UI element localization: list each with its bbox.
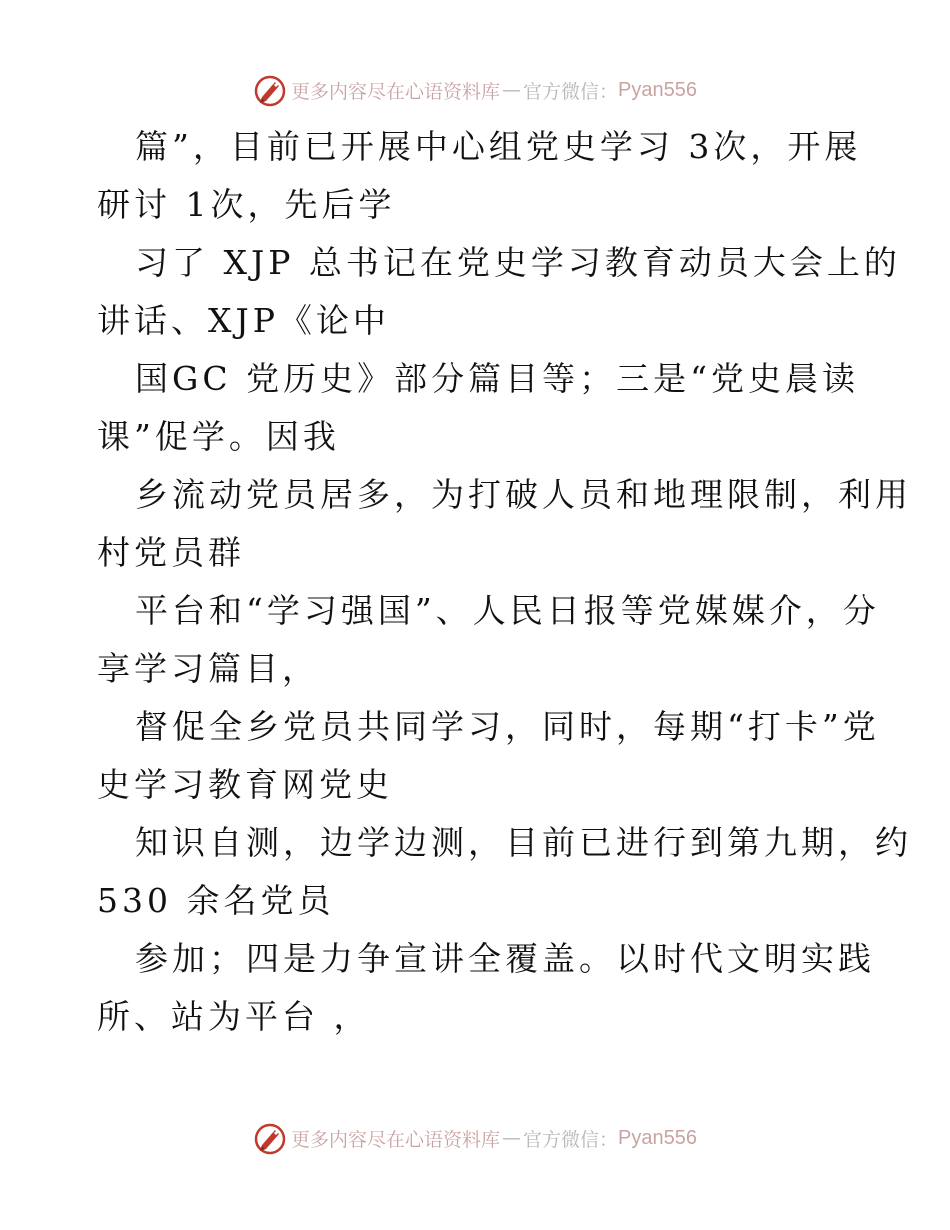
text-line: 乡流动党员居多，为打破人员和地理限制，利用 [135,475,912,514]
text-line: 参加；四是力争宣讲全覆盖。以时代文明实践 [135,939,875,978]
text-line: 国GC 党历史》部分篇目等；三是“党史晨读 [135,359,859,398]
watermark-wechat-label: 官方微信： [523,1128,619,1151]
text-line: 研讨 1次，先后学 [97,185,396,224]
pen-logo-icon [253,1121,287,1155]
text-line: 530 余名党员 [97,881,335,920]
watermark-text: 更多内容尽在心语资料库 [291,1128,501,1151]
pen-logo-icon [253,73,287,107]
text-line: 史学习教育网党史 [97,765,393,804]
text-line: 课”促学。因我 [97,417,340,456]
text-line: 督促全乡党员共同学习，同时，每期“打卡”党 [135,707,880,746]
text-line: 篇”，目前已开展中心组党史学习 3次，开展 [135,127,862,166]
watermark-dash: — [502,79,522,101]
text-line: 平台和“学习强国”、人民日报等党媒媒介，分 [135,591,880,630]
watermark-wechat-label: 官方微信： [523,80,619,103]
text-line: 习了 XJP 总书记在党史学习教育动员大会上的 [135,243,901,282]
text-line: 村党员群 [97,533,245,572]
watermark-text: 更多内容尽在心语资料库 [291,80,501,103]
text-line: 知识自测，边学边测，目前已进行到第九期，约 [135,823,912,862]
text-line: 讲话、XJP《论中 [97,301,390,340]
watermark-wechat-id: Pyan556 [618,78,697,101]
header-watermark [0,70,950,110]
footer-watermark [0,1118,950,1158]
text-line: 所、站为平台 ， [97,997,371,1036]
text-line: 享学习篇目， [97,649,319,688]
watermark-wechat-id: Pyan556 [618,1126,697,1149]
watermark-dash: — [502,1127,522,1149]
